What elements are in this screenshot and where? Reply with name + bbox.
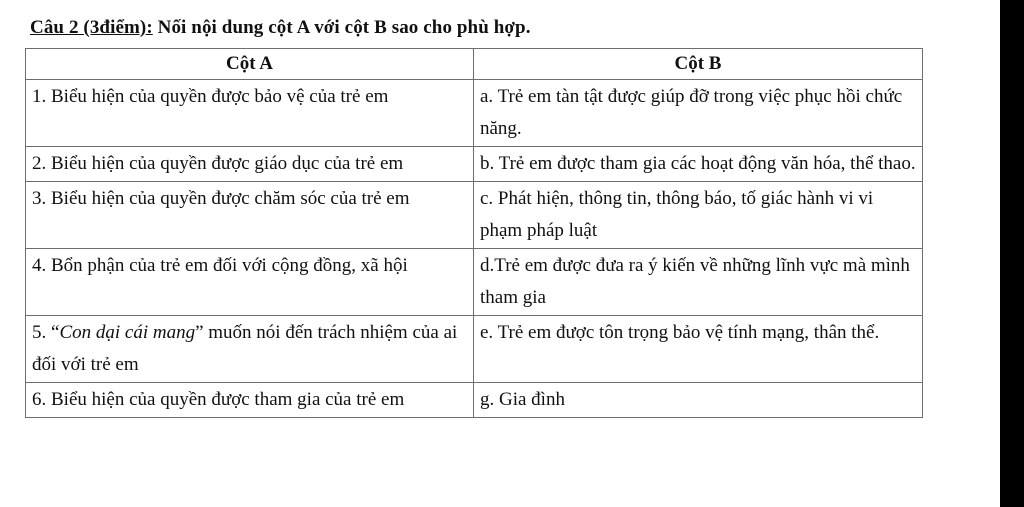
- cell-text: ” muốn nói đến trách nhiệm của ai đối với trẻ em: [32, 322, 458, 375]
- matching-table: [25, 48, 923, 418]
- column-b-cell: c. Phát hiện, thông tin, thông báo, tố giác hành vi vi phạm pháp luật: [474, 182, 923, 249]
- question-text: Nối nội dung cột A với cột B sao cho phù hợp.: [152, 17, 531, 38]
- column-a-cell: [26, 249, 474, 316]
- column-b-header: Cột B: [474, 49, 923, 80]
- column-a-cell: [26, 147, 474, 182]
- table-row: [26, 316, 923, 383]
- question-heading: [30, 17, 531, 39]
- cell-text: 6. Biểu hiện của quyền được tham gia của trẻ em: [32, 389, 405, 410]
- table-row: [26, 147, 923, 182]
- column-b-cell: d.Trẻ em được đưa ra ý kiến về những lĩnh vực mà mình tham gia: [474, 249, 923, 316]
- column-a-header: Cột A: [26, 49, 474, 80]
- cell-text: 2. Biểu hiện của quyền được giáo dục của trẻ em: [32, 153, 404, 174]
- column-a-cell: [26, 182, 474, 249]
- column-a-cell: [26, 80, 474, 147]
- question-label: Câu 2 (3điểm):: [30, 17, 153, 38]
- cell-text: 1. Biểu hiện của quyền được bảo vệ của trẻ em: [32, 86, 389, 107]
- italic-quote-text: Con dại cái mang: [59, 322, 196, 343]
- column-a-cell: [26, 316, 474, 383]
- table-row: [26, 182, 923, 249]
- column-b-cell: b. Trẻ em được tham gia các hoạt động văn hóa, thể thao.: [474, 147, 923, 182]
- table-row: [26, 80, 923, 147]
- cell-text: 4. Bổn phận của trẻ em đối với cộng đồng, xã hội: [32, 255, 408, 276]
- column-b-cell: a. Trẻ em tàn tật được giúp đỡ trong việc phục hồi chức năng.: [474, 80, 923, 147]
- table-row: [26, 249, 923, 316]
- column-a-cell: [26, 383, 474, 418]
- table-header-row: [26, 49, 923, 80]
- column-b-cell: e. Trẻ em được tôn trọng bảo vệ tính mạng, thân thể.: [474, 316, 923, 383]
- table-row: [26, 383, 923, 418]
- cell-text: 3. Biểu hiện của quyền được chăm sóc của trẻ em: [32, 188, 410, 209]
- screen-edge-bar: [1000, 0, 1024, 507]
- table-body: [26, 80, 923, 418]
- column-b-cell: g. Gia đình: [474, 383, 923, 418]
- cell-text: 5. “: [32, 322, 60, 343]
